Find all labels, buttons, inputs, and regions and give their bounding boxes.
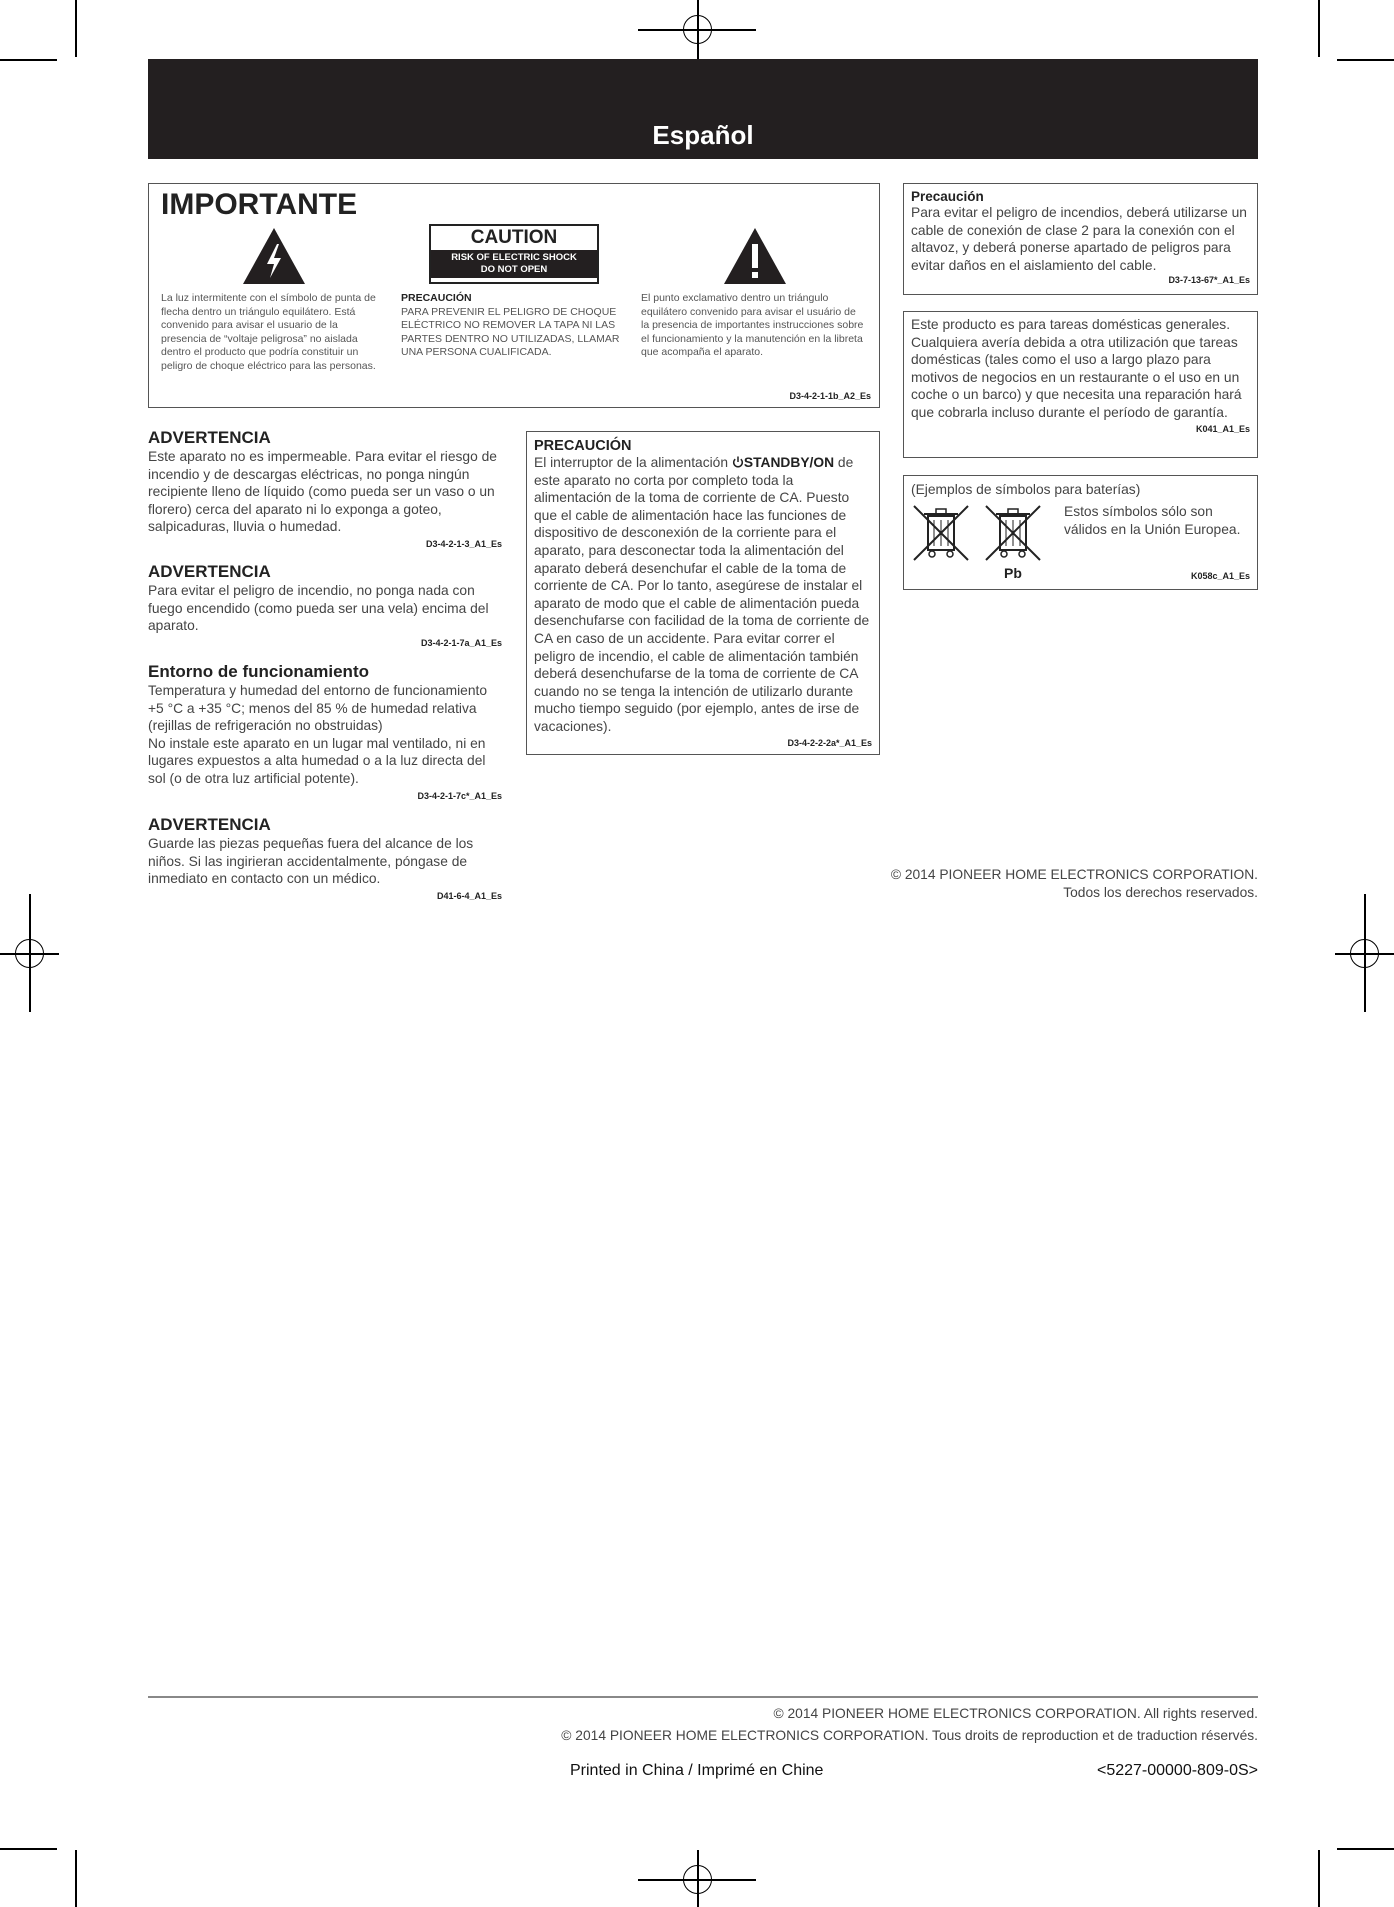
box-text: Para evitar el peligro de incendios, deberá utilizarse un cable de conexión de clase 2 para la conexión con el altavoz, y deberá ponerse apartado de peligros para evitar daños en el aislamiento del cable. xyxy=(911,205,1247,273)
battery-box-text: Estos símbolos sólo son válidos en la Unión Europea. xyxy=(1064,504,1241,537)
standby-on-label: STANDBY/ON xyxy=(743,455,835,470)
caution-text: PARA PREVENIR EL PELIGRO DE CHOQUE ELÉCTRICO NO REMOVER LA TAPA NI LAS PARTES DENTRO NO UTILIZADAS, LLAMAR UNA PERSONA CUALIFICADA. xyxy=(401,305,620,359)
advertencia-section-3 xyxy=(148,815,502,901)
copyright-es-line1: © 2014 PIONEER HOME ELECTRONICS CORPORATION. xyxy=(890,867,1258,882)
box-text xyxy=(534,454,872,736)
exclamation-symbol-text: El punto exclamativo dentro un triángulo equilátero convenido para avisar el usuário de la presencia de importantes instrucciones sobre el funcionamiento y la manutención en la libreta que acompaña el aparato. xyxy=(641,292,864,359)
box-heading: PRECAUCIÓN xyxy=(534,438,632,454)
caution-heading: PRECAUCIÓN xyxy=(401,292,472,304)
box-code: K041_A1_Es xyxy=(1195,423,1250,434)
section-heading: ADVERTENCIA xyxy=(148,562,271,581)
battery-symbols-box xyxy=(903,475,1258,590)
domestic-use-box xyxy=(903,311,1258,458)
pb-label: Pb xyxy=(1004,565,1022,581)
crossed-bin-icon xyxy=(910,502,972,564)
section-text: Este aparato no es impermeable. Para evitar el riesgo de incendio y de descargas eléctricas, no ponga ningún recipiente lleno de líquido (como pueda ser un vaso o un florero) cerca del aparato ni lo exponga a goteo, salpicaduras, lluvia o humedad. xyxy=(148,449,497,535)
section-text: Temperatura y humedad del entorno de funcionamiento +5 °C a +35 °C; menos del 85 % de humedad relativa (rejillas de refrigeración no obstruidas) xyxy=(148,683,488,734)
power-icon xyxy=(732,456,744,468)
footer-divider xyxy=(148,1696,1258,1698)
box-code: D3-4-2-2-2a*_A1_Es xyxy=(787,737,872,748)
advertencia-section-2 xyxy=(148,562,502,648)
section-text-2: No instale este aparato en un lugar mal ventilado, ni en lugares expuestos a alta humedad o a la luz directa del sol (o de otra luz artificial potente). xyxy=(148,735,486,786)
box-code: K058c_A1_Es xyxy=(1190,571,1250,581)
electric-shock-warning-icon xyxy=(241,226,307,286)
box-text-before: El interruptor de la alimentación xyxy=(534,455,729,470)
section-text: Guarde las piezas pequeñas fuera del alcance de los niños. Si las ingirieran accidentalmente, póngase de inmediato en contacto con un médico. xyxy=(148,836,474,887)
importante-box xyxy=(148,183,880,408)
footer-copyright xyxy=(561,1703,1258,1747)
caution-line2: DO NOT OPEN xyxy=(480,264,548,275)
section-code: D41-6-4_A1_Es xyxy=(436,890,502,901)
battery-box-title: (Ejemplos de símbolos para baterías) xyxy=(911,482,1141,497)
section-code: D3-4-2-1-7c*_A1_Es xyxy=(417,790,502,801)
copyright-es xyxy=(891,866,1258,901)
section-heading: ADVERTENCIA xyxy=(148,815,271,834)
section-heading: Entorno de funcionamiento xyxy=(148,662,369,681)
importante-code: D3-4-2-1-1b_A2_Es xyxy=(789,391,871,401)
precaucion-cable-box xyxy=(903,183,1258,295)
language-header-bar xyxy=(148,59,1258,159)
caution-label xyxy=(429,224,599,284)
section-code: D3-4-2-1-3_A1_Es xyxy=(425,538,502,549)
advertencia-section-1 xyxy=(148,428,502,549)
section-text: Para evitar el peligro de incendio, no ponga nada con fuego encendido (como pueda ser una vela) encima del aparato. xyxy=(148,583,489,634)
box-code: D3-7-13-67*_A1_Es xyxy=(1168,275,1250,286)
copyright-es-line2: Todos los derechos reservados. xyxy=(1063,884,1258,900)
section-code: D3-4-2-1-7a_A1_Es xyxy=(420,637,502,648)
box-heading: Precaución xyxy=(911,189,984,204)
lightning-symbol-text: La luz intermitente con el símbolo de punta de flecha dentro un triángulo equilátero. Está convenido para avisar el usuario de la presencia de “voltaje peligrosa” no aislada dentro el producto que podría constituir un peligro de choque eléctrico para las personas. xyxy=(161,292,376,372)
crossed-bin-pb-icon xyxy=(982,502,1044,564)
precaucion-power-box xyxy=(526,431,880,755)
footer-copyright-en: © 2014 PIONEER HOME ELECTRONICS CORPORATION. All rights reserved. xyxy=(773,1706,1258,1721)
section-heading: ADVERTENCIA xyxy=(148,428,271,447)
importante-title: IMPORTANTE xyxy=(161,188,358,221)
box-text-after: de este aparato no corta por completo toda la alimentación de la toma de corriente de CA. Puesto que el cable de alimentación hace las funciones de dispositivo de desconexión de la corriente para el aparato, para desconectar toda la alimentación del aparato deberá desenchufar el cable de la toma de corriente de CA. Por lo tanto, asegúrese de instalar el aparato de modo que el cable de alimentación pueda desenchufarse con facilidad de la toma de corriente de CA en caso de un accidente. Para evitar correr el peligro de incendio, el cable de alimentación también deberá desenchufarse de la toma de corriente de CA cuando no se tenga la intención de utilizarlo durante mucho tiempo seguido (por ejemplo, antes de irse de vacaciones). xyxy=(534,455,870,734)
box-text: Este producto es para tareas domésticas generales. Cualquiera avería debida a otra utilización que tareas domésticas (tales como el uso a largo plazo para motivos de negocios en un restaurante o el uso en un coche o un barco) y que necesita una reparación hará que cobrarla incluso durante el período de garantía. xyxy=(911,317,1242,420)
footer-copyright-fr: © 2014 PIONEER HOME ELECTRONICS CORPORATION. Tous droits de reproduction et de traduction réservés. xyxy=(561,1728,1258,1743)
caution-title: CAUTION xyxy=(470,227,558,248)
part-number: <5227-00000-809-0S> xyxy=(1096,1762,1258,1779)
caution-line1: RISK OF ELECTRIC SHOCK xyxy=(451,252,577,263)
exclamation-warning-icon xyxy=(722,226,788,286)
language-title: Español xyxy=(652,120,754,150)
entorno-section xyxy=(148,662,502,801)
printed-in: Printed in China / Imprimé en Chine xyxy=(570,1762,824,1779)
